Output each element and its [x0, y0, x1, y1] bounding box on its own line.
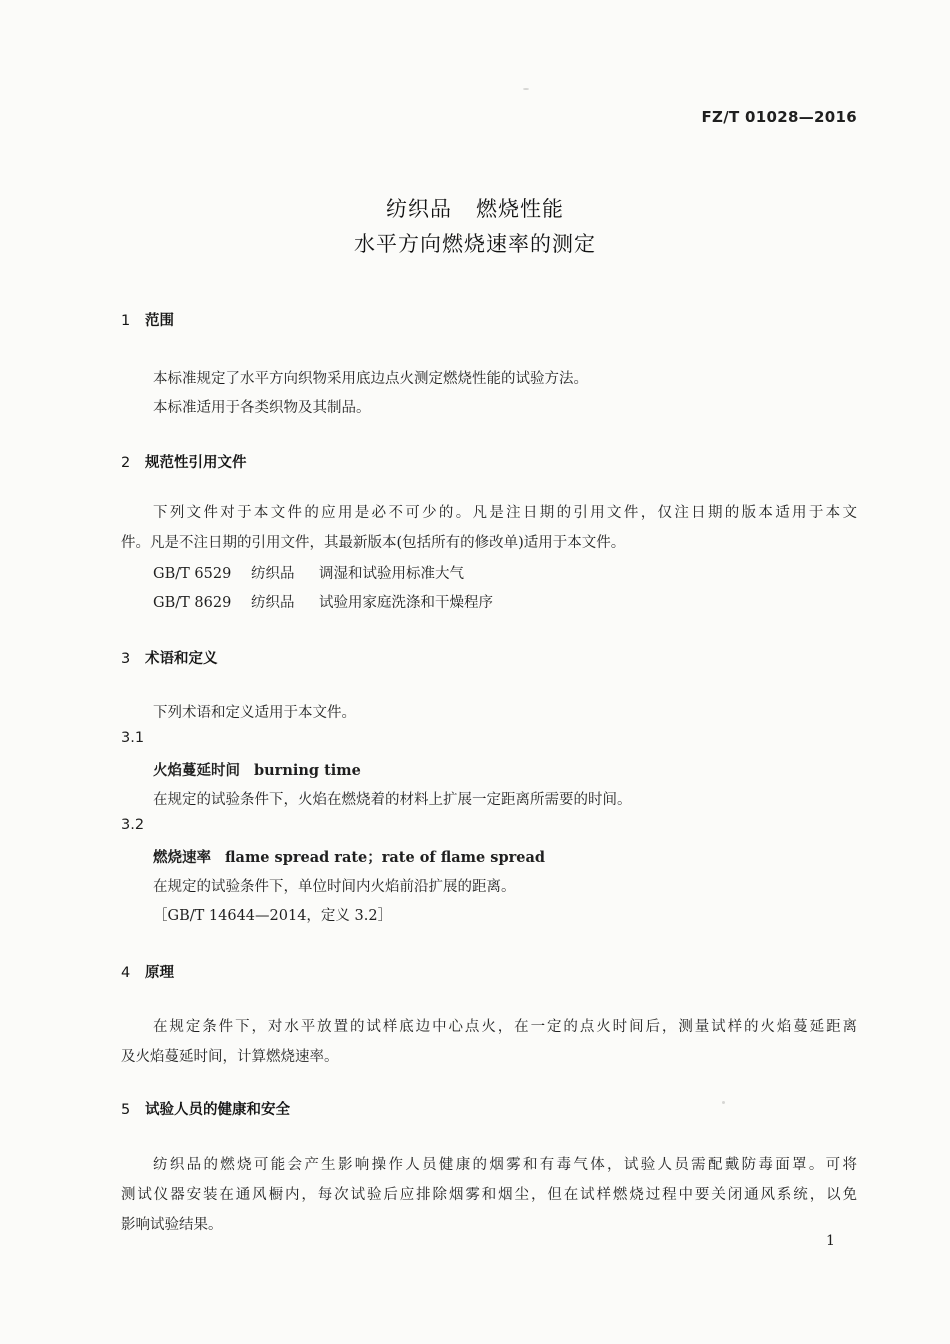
term-definition: 在规定的试验条件下，单位时间内火焰前沿扩展的距离。	[153, 879, 516, 895]
section-number: 5	[121, 1102, 131, 1118]
clause-number-3-1: 3.1	[121, 730, 145, 746]
section-title: 术语和定义	[145, 651, 218, 667]
section-4-heading	[121, 961, 174, 982]
scan-speck	[722, 1101, 725, 1104]
reference-code: GB/T 6529	[153, 566, 232, 582]
reference-category: 纺织品	[251, 595, 295, 611]
section-number: 4	[121, 965, 131, 981]
title-part1: 纺织品	[386, 197, 452, 221]
document-title-line2: 水平方向燃烧速率的测定	[354, 232, 596, 256]
section-2-heading	[121, 451, 247, 472]
section-5-line3: 影响试验结果。	[121, 1217, 223, 1233]
section-1-para2: 本标准适用于各类织物及其制品。	[153, 400, 371, 416]
section-5-heading	[121, 1098, 290, 1119]
reference-title: 调湿和试验用标准大气	[319, 566, 464, 582]
section-1-para1: 本标准规定了水平方向织物采用底边点火测定燃烧性能的试验方法。	[153, 371, 588, 387]
clause-number-3-2: 3.2	[121, 817, 145, 833]
section-title: 规范性引用文件	[145, 455, 247, 471]
term-entry	[153, 759, 361, 780]
reference-title: 试验用家庭洗涤和干燥程序	[319, 595, 493, 611]
term-english: burning time	[254, 762, 361, 779]
term-english: flame spread rate；rate of flame spread	[225, 849, 545, 866]
section-number: 1	[121, 313, 131, 329]
document-title-line1	[0, 193, 950, 223]
normative-reference	[153, 562, 464, 583]
section-4-line1: 在规定条件下，对水平放置的试样底边中心点火，在一定的点火时间后，测量试样的火焰蔓延距离	[153, 1019, 857, 1035]
scan-speck	[523, 88, 529, 90]
section-2-para-line2: 件。凡是不注日期的引用文件，其最新版本(包括所有的修改单)适用于本文件。	[121, 535, 626, 551]
section-title: 原理	[145, 965, 174, 981]
normative-reference	[153, 591, 493, 612]
section-2-para-line1: 下列文件对于本文件的应用是必不可少的。凡是注日期的引用文件，仅注日期的版本适用于本文	[153, 505, 857, 521]
term-chinese: 火焰蔓延时间	[153, 763, 240, 779]
section-4-line2: 及火焰蔓延时间，计算燃烧速率。	[121, 1049, 339, 1065]
reference-category: 纺织品	[251, 566, 295, 582]
term-definition: 在规定的试验条件下，火焰在燃烧着的材料上扩展一定距离所需要的时间。	[153, 792, 632, 808]
term-chinese: 燃烧速率	[153, 850, 211, 866]
page-number: 1	[826, 1233, 835, 1249]
section-5-line2: 测试仪器安装在通风橱内，每次试验后应排除烟雾和烟尘，但在试样燃烧过程中要关闭通风系统，以免	[121, 1187, 857, 1203]
term-source: ［GB/T 14644—2014，定义 3.2］	[153, 908, 393, 924]
term-entry	[153, 846, 545, 867]
title-part2: 燃烧性能	[476, 197, 564, 221]
section-3-heading	[121, 647, 218, 668]
section-3-intro: 下列术语和定义适用于本文件。	[153, 705, 356, 721]
section-1-heading	[121, 309, 174, 330]
reference-code: GB/T 8629	[153, 595, 232, 611]
section-5-line1: 纺织品的燃烧可能会产生影响操作人员健康的烟雾和有毒气体，试验人员需配戴防毒面罩。可将	[153, 1157, 857, 1173]
document-code: FZ/T 01028—2016	[701, 108, 857, 126]
section-title: 试验人员的健康和安全	[145, 1102, 290, 1118]
section-number: 2	[121, 455, 131, 471]
section-title: 范围	[145, 313, 174, 329]
section-number: 3	[121, 651, 131, 667]
